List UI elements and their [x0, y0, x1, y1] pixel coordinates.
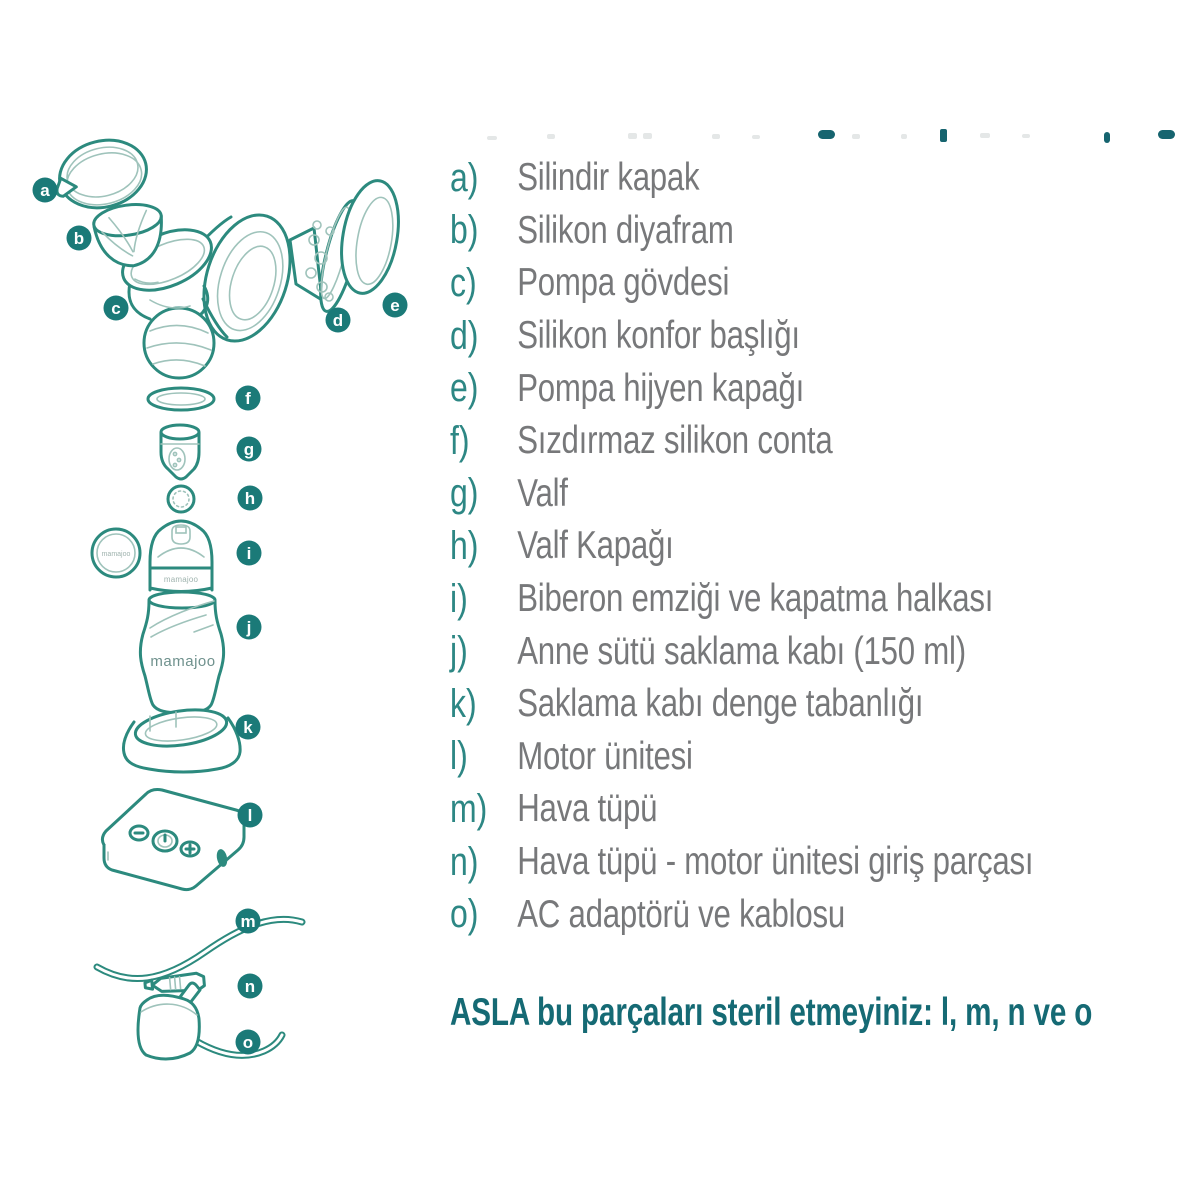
part-m-air-tube [97, 919, 302, 978]
part-badge-e [383, 293, 408, 318]
list-item [450, 205, 1033, 258]
list-item-label: Silindir kapak [517, 156, 700, 200]
list-item-label: Anne sütü saklama kabı (150 ml) [517, 629, 966, 673]
part-badge-letter: o [242, 1033, 254, 1052]
list-item [450, 573, 1033, 626]
header-remnant-mark [487, 136, 497, 140]
brand-text-disc: mamajoo [101, 551, 131, 558]
header-remnant-mark [1022, 134, 1030, 138]
part-badge-j [237, 615, 262, 640]
list-item-letter: i) [450, 576, 468, 621]
part-badge-letter: e [390, 296, 400, 315]
header-remnant-mark [901, 134, 907, 139]
part-h-valve-cap [168, 486, 194, 512]
part-badge-c [104, 296, 129, 321]
list-item-letter: n) [450, 839, 479, 884]
list-item [450, 468, 1033, 521]
part-badge-letter: a [40, 181, 50, 200]
list-item [450, 625, 1033, 678]
header-remnant-mark [980, 133, 990, 138]
header-remnant-mark [852, 134, 860, 139]
header-remnant-mark [1104, 132, 1110, 143]
header-remnant-mark [712, 134, 720, 139]
part-badge-n [238, 974, 263, 999]
header-remnant-mark [752, 135, 760, 139]
part-badge-letter: k [243, 718, 253, 737]
part-badge-letter: g [243, 440, 255, 459]
list-item-letter: o) [450, 892, 479, 937]
list-item-letter: h) [450, 523, 479, 568]
part-i-teat-and-ring [92, 521, 212, 592]
part-f-sealing-ring [148, 388, 214, 410]
part-badge-letter: b [73, 229, 85, 248]
exploded-parts-diagram [0, 0, 430, 1100]
part-badge-letter: f [245, 389, 251, 408]
list-item [450, 520, 1033, 573]
brand-text-ring: mamajoo [163, 575, 199, 584]
list-item-letter: e) [450, 366, 479, 411]
part-badge-d [326, 308, 351, 333]
part-badge-l [238, 803, 263, 828]
part-k-bottle-stand [123, 705, 240, 772]
parts-legend-list [450, 152, 1179, 941]
part-badge-g [237, 437, 262, 462]
list-item-letter: a) [450, 155, 479, 200]
header-remnant-mark [818, 130, 835, 139]
list-item [450, 362, 1033, 415]
list-item [450, 152, 1033, 205]
part-badge-a [33, 178, 58, 203]
list-item-label: Pompa gövdesi [517, 261, 730, 305]
list-item-label: AC adaptörü ve kablosu [517, 892, 845, 936]
list-item-label: Valf Kapağı [517, 524, 674, 568]
part-g-valve [161, 425, 199, 479]
part-badge-letter: m [240, 912, 256, 931]
list-item-label: Sızdırmaz silikon conta [517, 419, 833, 463]
list-item-letter: j) [450, 629, 468, 674]
list-item-letter: g) [450, 471, 479, 516]
list-item-label: Hava tüpü [517, 787, 658, 831]
list-item-label: Saklama kabı denge tabanlığı [517, 682, 924, 726]
part-badge-h [238, 486, 263, 511]
part-badge-letter: j [246, 618, 252, 637]
part-badge-letter: l [247, 806, 253, 825]
part-j-storage-bottle [140, 592, 223, 713]
list-item [450, 888, 1033, 941]
part-badge-o [236, 1030, 261, 1055]
part-o-ac-adapter [138, 983, 282, 1059]
list-item [450, 731, 1033, 784]
list-item-letter: d) [450, 313, 479, 358]
list-item-label: Motor ünitesi [517, 734, 693, 778]
list-item [450, 310, 1033, 363]
list-item-label: Pompa hijyen kapağı [517, 366, 805, 410]
part-badge-letter: h [244, 489, 256, 508]
header-remnant-mark [1158, 130, 1175, 139]
header-remnant-mark [940, 129, 947, 142]
sterilization-warning: ASLA bu parçaları steril etmeyiniz: l, m, n ve o [450, 991, 1093, 1034]
list-item-label: Hava tüpü - motor ünitesi giriş parçası [517, 840, 1034, 884]
part-badge-i [237, 541, 262, 566]
part-badge-letter: n [244, 977, 256, 996]
list-item-label: Biberon emziği ve kapatma halkası [517, 577, 994, 621]
list-item-letter: k) [450, 681, 477, 726]
list-item [450, 415, 1033, 468]
part-badge-f [236, 386, 261, 411]
header-remnant-mark [628, 133, 637, 139]
list-item-letter: b) [450, 208, 479, 253]
part-badge-letter: c [111, 299, 121, 318]
part-badge-m [236, 909, 261, 934]
part-l-motor-unit [102, 790, 244, 890]
list-item-label: Valf [517, 471, 568, 515]
list-item-letter: m) [450, 786, 488, 831]
part-badge-k [236, 715, 261, 740]
list-item [450, 836, 1033, 889]
list-item [450, 783, 1033, 836]
list-item-label: Silikon diyafram [517, 208, 734, 252]
list-item-letter: f) [450, 418, 470, 463]
header-remnant-mark [643, 133, 652, 139]
part-badge-letter: i [246, 544, 252, 563]
part-badge-b [67, 226, 92, 251]
part-badge-letter: d [332, 311, 344, 330]
list-item [450, 257, 1033, 310]
list-item-letter: l) [450, 734, 468, 779]
header-remnant-mark [547, 134, 555, 139]
list-item-label: Silikon konfor başlığı [517, 314, 800, 358]
list-item-letter: c) [450, 260, 477, 305]
list-item [450, 678, 1033, 731]
brand-text-bottle: mamajoo [150, 653, 216, 670]
